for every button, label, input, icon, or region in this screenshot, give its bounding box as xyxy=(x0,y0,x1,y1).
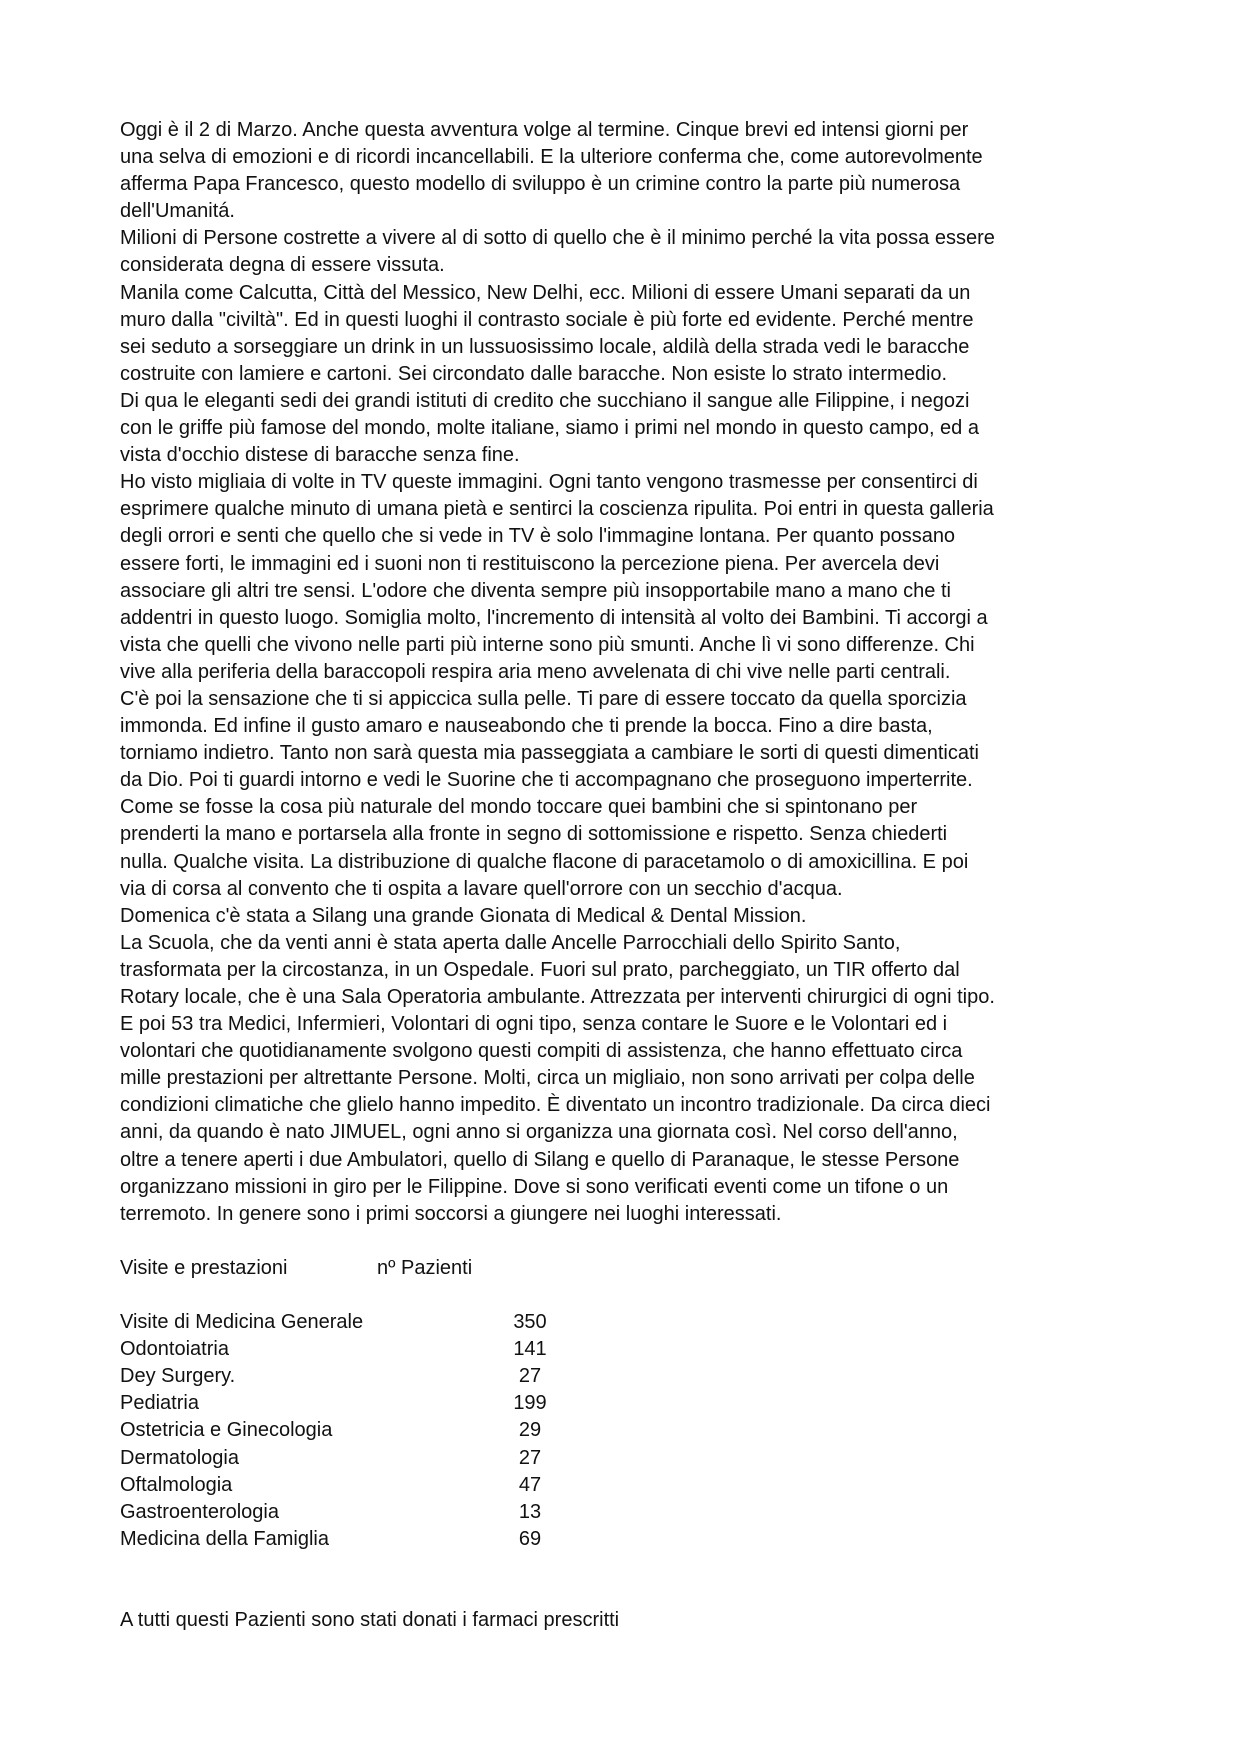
closing-note: A tutti questi Pazienti sono stati donati i farmaci prescritti xyxy=(120,1608,620,1631)
row-label: Dermatologia xyxy=(120,1446,239,1469)
table-row xyxy=(120,1499,1140,1526)
table-row xyxy=(120,1445,1140,1472)
paragraph: Domenica c'è stata a Silang una grande Gionata di Medical & Dental Mission. xyxy=(120,904,807,927)
paragraph: Ho visto migliaia di volte in TV queste immagini. Ogni tanto vengono trasmesse per consentirci di esprimere qualche minuto di umana pietà e sentirci la coscienza ripulita. Poi entri in questa galleria degli orrori e senti che quello che si vede in TV è solo l'immagine lontana. Per quanto possano essere forti, le immagini ed i suoni non ti restituiscono la percezione piena. Per avercela devi associare gli altri tre sensi. L'odore che diventa sempre più insopportabile mano a mano che ti addentri in questo luogo. Somiglia molto, l'incremento di intensità al volto dei Bambini. Ti accorgi a vista che quelli che vivono nelle parti più interne sono più smunti. Anche lì vi sono differenze. Chi vive alla periferia della baraccopoli respira aria meno avvelenata di chi vive nelle parti centrali. xyxy=(120,471,994,683)
table-spacer xyxy=(120,1282,1140,1309)
table-row xyxy=(120,1336,1140,1363)
row-value: 69 xyxy=(518,1527,542,1550)
header-patients: nº Pazienti xyxy=(377,1256,473,1279)
table-row xyxy=(120,1472,1140,1499)
row-value: 29 xyxy=(518,1419,542,1442)
row-label: Gastroenterologia xyxy=(120,1500,279,1523)
paragraph: C'è poi la sensazione che ti si appiccica sulla pelle. Ti pare di essere toccato da quella sporcizia immonda. Ed infine il gusto amaro e nauseabondo che ti prende la bocca. Fino a dire basta, torniamo indietro. Tanto non sarà questa mia passeggiata a cambiare le sorti di questi dimenticati da Dio. Poi ti guardi intorno e vedi le Suorine che ti accompagnano che proseguono imperterrite. Come se fosse la cosa più naturale del mondo toccare quei bambini che si spintonano per prenderti la mano e portarsela alla fronte in segno di sottomissione e rispetto. Senza chiederti nulla. Qualche visita. La distribuzione di qualche flacone di paracetamolo o di amoxicillina. E poi via di corsa al convento che ti ospita a lavare quell'orrore con un secchio d'acqua. xyxy=(120,687,979,900)
row-label: Ostetricia e Ginecologia xyxy=(120,1419,333,1442)
row-value: 27 xyxy=(518,1446,542,1469)
table-row xyxy=(120,1390,1140,1417)
paragraph: Manila come Calcutta, Città del Messico, New Delhi, ecc. Milioni di essere Umani separati da un muro dalla "civiltà". Ed in questi luoghi il contrasto sociale è più forte ed evidente. Perché mentre sei seduto a sorseggiare un drink in un lussuosissimo locale, aldilà della strada vedi le baracche costruite con lamiere e cartoni. Sei circondato dalle baracche. Non esiste lo strato intermedio. xyxy=(120,281,974,385)
row-label: Odontoiatria xyxy=(120,1338,229,1361)
table-row xyxy=(120,1363,1140,1390)
table-row xyxy=(120,1309,1140,1336)
document-body xyxy=(120,117,1140,1228)
row-value: 27 xyxy=(518,1365,542,1388)
table-row xyxy=(120,1526,1140,1553)
document-page xyxy=(120,117,1140,1634)
row-value: 141 xyxy=(513,1338,547,1361)
paragraph: Milioni di Persone costrette a vivere al di sotto di quello che è il minimo perché la vita possa essere considerata degna di essere vissuta. xyxy=(120,227,995,277)
row-value: 47 xyxy=(518,1473,542,1496)
paragraph: Di qua le eleganti sedi dei grandi istituti di credito che succhiano il sangue alle Filippine, i negozi con le griffe più famose del mondo, molte italiane, siamo i primi nel mondo in questo campo, ed a vista d'occhio distese di baracche senza fine. xyxy=(120,389,979,467)
header-services: Visite e prestazioni xyxy=(120,1256,288,1279)
patients-table xyxy=(120,1255,1140,1553)
row-label: Dey Surgery. xyxy=(120,1365,236,1388)
paragraph: La Scuola, che da venti anni è stata aperta dalle Ancelle Parrocchiali dello Spirito Santo, trasformata per la circostanza, in un Ospedale. Fuori sul prato, parcheggiato, un TIR offerto dal Rotary locale, che è una Sala Operatoria ambulante. Attrezzata per interventi chirurgici di ogni tipo. E poi 53 tra Medici, Infermieri, Volontari di ogni tipo, senza contare le Suore e le Volontari ed i volontari che quotidianamente svolgono questi compiti di assistenza, che hanno effettuato circa mille prestazioni per altrettante Persone. Molti, circa un migliaio, non sono arrivati per colpa delle condizioni climatiche che glielo hanno impedito. È diventato un incontro tradizionale. Da circa dieci anni, da quando è nato JIMUEL, ogni anno si organizza una giornata così. Nel corso dell'anno, oltre a tenere aperti i due Ambulatori, quello di Silang e quello di Paranaque, le stesse Persone organizzano missioni in giro per le Filippine. Dove si sono verificati eventi come un tifone o un terremoto. In genere sono i primi soccorsi a giungere nei luoghi interessati. xyxy=(120,931,995,1225)
row-label: Pediatria xyxy=(120,1392,199,1415)
row-label: Medicina della Famiglia xyxy=(120,1527,329,1550)
row-value: 199 xyxy=(513,1392,547,1415)
table-header xyxy=(120,1255,1140,1282)
row-label: Oftalmologia xyxy=(120,1473,233,1496)
row-value: 13 xyxy=(518,1500,542,1523)
row-value: 350 xyxy=(513,1311,547,1334)
table-row xyxy=(120,1417,1140,1444)
row-label: Visite di Medicina Generale xyxy=(120,1311,364,1334)
paragraph: Oggi è il 2 di Marzo. Anche questa avventura volge al termine. Cinque brevi ed intensi giorni per una selva di emozioni e di ricordi incancellabili. E la ulteriore conferma che, come autorevolmente afferma Papa Francesco, questo modello di sviluppo è un crimine contro la parte più numerosa dell'Umanitá. xyxy=(120,119,983,223)
